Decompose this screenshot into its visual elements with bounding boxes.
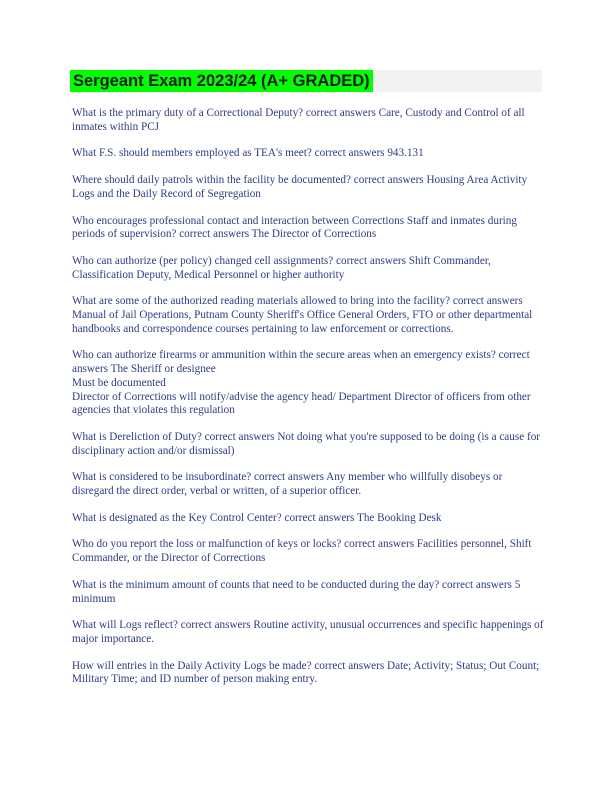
qa-entry xyxy=(72,512,544,526)
qa-entry xyxy=(72,579,544,606)
qa-text: How will entries in the Daily Activity Logs be made? correct answers Date; Activity; Status; Out Count; Military Time; and ID number of person making entry. xyxy=(72,659,540,686)
qa-text: Must be documented xyxy=(72,376,166,389)
qa-text: Who do you report the loss or malfunction of keys or locks? correct answers Facilities personnel, Shift Commander, or the Director of Corrections xyxy=(72,538,532,565)
qa-text: What is the minimum amount of counts that need to be conducted during the day? correct answers 5 minimum xyxy=(72,578,521,605)
qa-entry xyxy=(72,215,544,242)
qa-text: What will Logs reflect? correct answers Routine activity, unusual occurrences and specific happenings of major importance. xyxy=(72,619,544,645)
qa-entry xyxy=(72,538,544,565)
qa-text: Who can authorize (per policy) changed cell assignments? correct answers Shift Commander, Classification Deputy, Medical Personnel or higher authority xyxy=(72,254,491,281)
qa-text: What is the primary duty of a Correctional Deputy? correct answers Care, Custody and Control of all inmates within PCJ xyxy=(72,107,525,133)
document-title: Sergeant Exam 2023/24 (A+ GRADED) xyxy=(70,70,373,92)
qa-text: Where should daily patrols within the facility be documented? correct answers Housing Area Activity Logs and the Daily Record of Segregation xyxy=(72,174,528,200)
qa-text: Who can authorize firearms or ammunition within the secure areas when an emergency exists? correct answers The Sheriff or designee xyxy=(72,349,530,376)
qa-text: What F.S. should members employed as TEA's meet? correct answers 943.131 xyxy=(72,147,424,160)
qa-text: What is designated as the Key Control Center? correct answers The Booking Desk xyxy=(72,511,442,524)
qa-entry xyxy=(72,660,544,687)
qa-entry xyxy=(72,431,544,458)
qa-entry xyxy=(72,255,544,282)
qa-entry xyxy=(72,471,544,498)
qa-entry xyxy=(72,147,544,161)
qa-entry xyxy=(72,107,544,134)
qa-entry xyxy=(72,295,544,336)
qa-text: Who encourages professional contact and interaction between Corrections Staff and inmates during periods of supervision? correct answers The Director of Corrections xyxy=(72,214,517,241)
qa-text: What is considered to be insubordinate? correct answers Any member who willfully disobeys or disregard the direct order, verbal or written, of a superior officer. xyxy=(72,471,503,498)
qa-list xyxy=(72,107,544,700)
qa-text: What are some of the authorized reading materials allowed to bring into the facility? correct answers Manual of Jail Operations, Putnam County Sheriff's Office General Orders, FTO or other departmental handbooks and correspondence courses pertaining to law enforcement or corrections. xyxy=(72,295,533,335)
qa-text: What is Dereliction of Duty? correct answers Not doing what you're supposed to be doing (is a cause for disciplinary action and/or dismissal) xyxy=(72,430,541,457)
qa-entry xyxy=(72,349,544,418)
qa-entry xyxy=(72,174,544,201)
qa-text: Director of Corrections will notify/advise the agency head/ Department Director of officers from other agencies that violates this regulation xyxy=(72,390,531,417)
qa-entry xyxy=(72,619,544,646)
title-bar xyxy=(70,70,542,92)
